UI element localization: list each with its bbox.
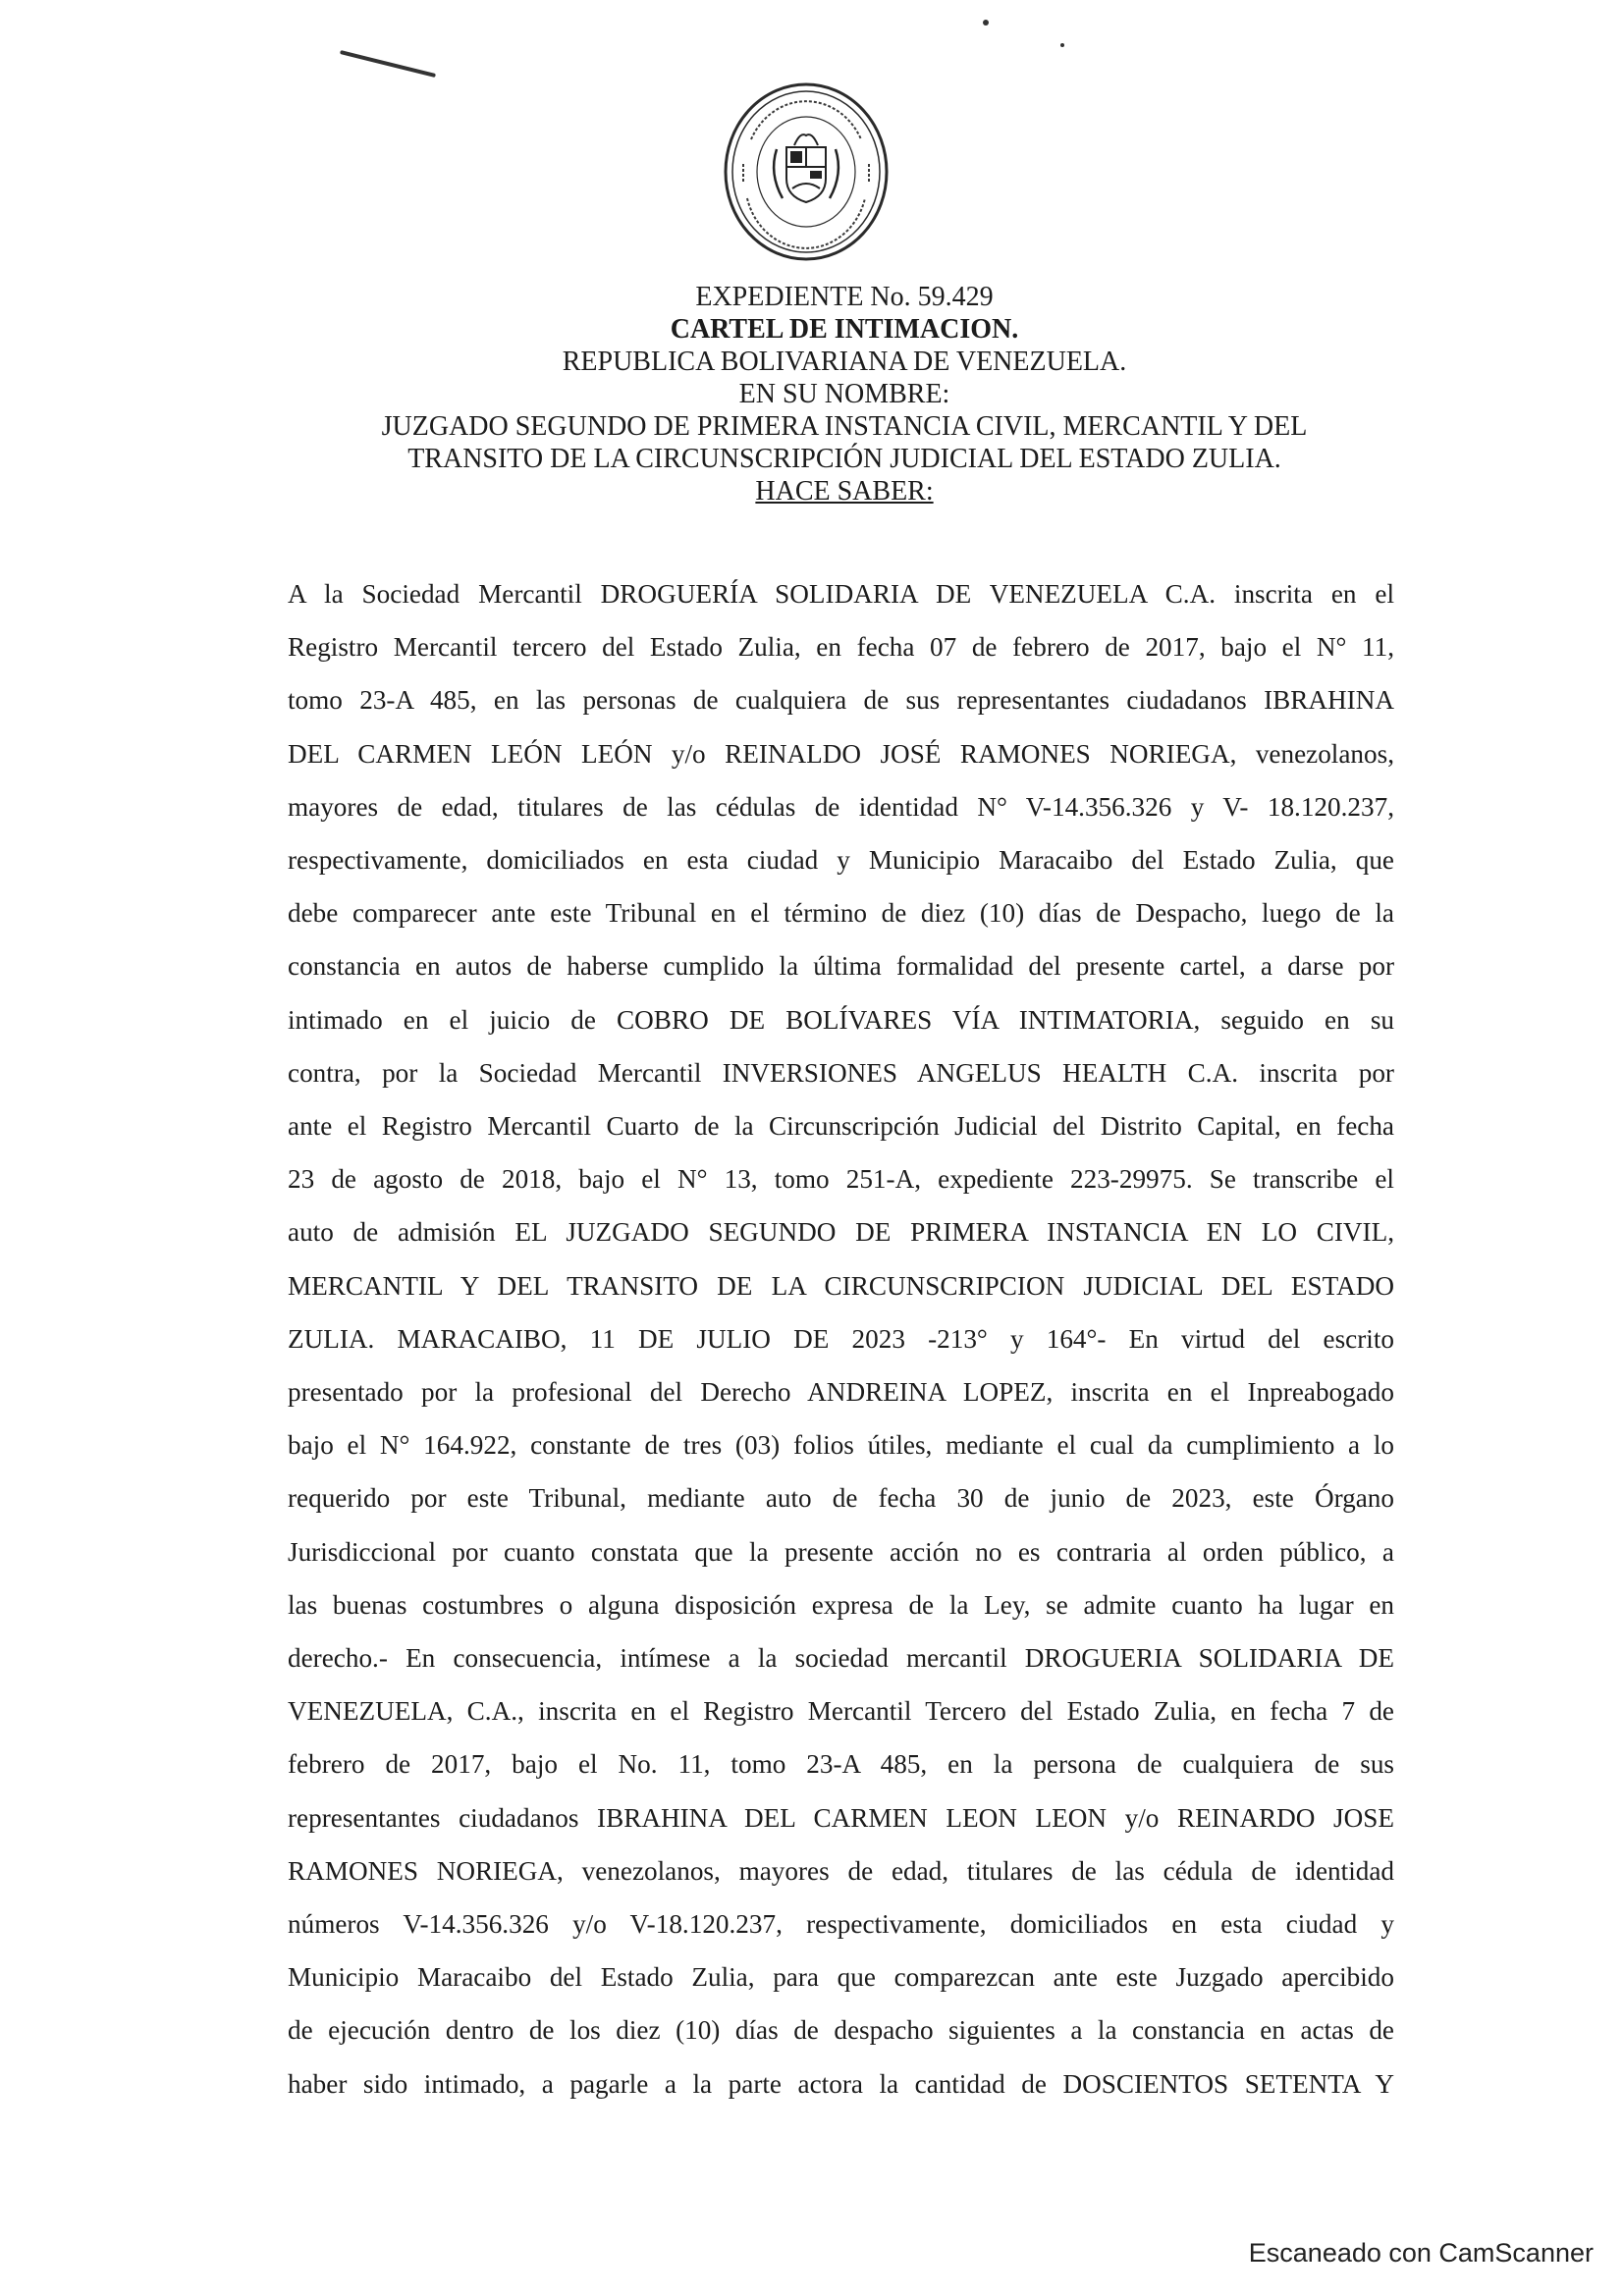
body-line: febrero de 2017, bajo el No. 11, tomo 23-A 485, en la persona de cualquiera de sus — [288, 1749, 1394, 1780]
court-name-line-1: JUZGADO SEGUNDO DE PRIMERA INSTANCIA CIVIL, MERCANTIL Y DEL — [381, 411, 1308, 442]
scan-speck — [1060, 43, 1064, 47]
body-line: Jurisdiccional por cuanto constata que la presente acción no es contraria al orden público, a — [288, 1536, 1394, 1567]
body-line: VENEZUELA, C.A., inscrita en el Registro Mercantil Tercero del Estado Zulia, en fecha 7 de — [288, 1696, 1394, 1727]
body-line: 23 de agosto de 2018, bajo el N° 13, tomo 251-A, expediente 223-29975. Se transcribe el — [288, 1164, 1394, 1195]
body-line: RAMONES NORIEGA, venezolanos, mayores de edad, titulares de las cédula de identidad — [288, 1855, 1394, 1886]
body-line: números V-14.356.326 y/o V-18.120.237, respectivamente, domiciliados en esta ciudad y — [288, 1909, 1394, 1940]
scan-smudge — [340, 50, 436, 78]
body-line: contra, por la Sociedad Mercantil INVERSIONES ANGELUS HEALTH C.A. inscrita por — [288, 1057, 1394, 1088]
body-line: tomo 23-A 485, en las personas de cualquiera de sus representantes ciudadanos IBRAHINA — [288, 685, 1394, 716]
body-line: ZULIA. MARACAIBO, 11 DE JULIO DE 2023 -213° y 164°- En virtud del escrito — [288, 1323, 1394, 1354]
body-line: MERCANTIL Y DEL TRANSITO DE LA CIRCUNSCRIPCION JUDICIAL DEL ESTADO — [288, 1270, 1394, 1301]
republic-line: REPUBLICA BOLIVARIANA DE VENEZUELA. — [562, 347, 1127, 377]
body-line: A la Sociedad Mercantil DROGUERÍA SOLIDARIA DE VENEZUELA C.A. inscrita en el — [288, 579, 1394, 609]
court-name-line-2: TRANSITO DE LA CIRCUNSCRIPCIÓN JUDICIAL DEL ESTADO ZULIA. — [407, 444, 1281, 474]
document-title: CARTEL DE INTIMACION. — [670, 314, 1019, 345]
body-line: haber sido intimado, a pagarle a la parte actora la cantidad de DOSCIENTOS SETENTA Y — [288, 2068, 1394, 2099]
court-seal — [722, 80, 891, 263]
en-su-nombre-line: EN SU NOMBRE: — [738, 379, 950, 409]
body-line: ante el Registro Mercantil Cuarto de la Circunscripción Judicial del Distrito Capital, en fecha — [288, 1111, 1394, 1142]
body-line: presentado por la profesional del Derecho ANDREINA LOPEZ, inscrita en el Inpreabogado — [288, 1377, 1394, 1408]
expediente-number: EXPEDIENTE No. 59.429 — [695, 282, 994, 312]
scan-speck — [983, 20, 989, 26]
body-line: mayores de edad, titulares de las cédulas de identidad N° V-14.356.326 y V- 18.120.237, — [288, 791, 1394, 822]
hace-saber-heading: HACE SABER: — [755, 476, 934, 507]
body-line: debe comparecer ante este Tribunal en el término de diez (10) días de Despacho, luego de la — [288, 898, 1394, 929]
body-line: bajo el N° 164.922, constante de tres (03) folios útiles, mediante el cual da cumplimiento a lo — [288, 1430, 1394, 1461]
body-line: requerido por este Tribunal, mediante auto de fecha 30 de junio de 2023, este Órgano — [288, 1483, 1394, 1514]
body-line: auto de admisión EL JUZGADO SEGUNDO DE PRIMERA INSTANCIA EN LO CIVIL, — [288, 1217, 1394, 1248]
body-line: constancia en autos de haberse cumplido la última formalidad del presente cartel, a darse por — [288, 951, 1394, 982]
body-line: representantes ciudadanos IBRAHINA DEL CARMEN LEON LEON y/o REINARDO JOSE — [288, 1802, 1394, 1833]
body-line: Municipio Maracaibo del Estado Zulia, para que comparezcan ante este Juzgado apercibido — [288, 1962, 1394, 1993]
body-line: las buenas costumbres o alguna disposición expresa de la Ley, se admite cuanto ha lugar en — [288, 1589, 1394, 1620]
body-line: respectivamente, domiciliados en esta ciudad y Municipio Maracaibo del Estado Zulia, que — [288, 845, 1394, 876]
body-line: DEL CARMEN LEÓN LEÓN y/o REINALDO JOSÉ RAMONES NORIEGA, venezolanos, — [288, 738, 1394, 769]
body-line: de ejecución dentro de los diez (10) días de despacho siguientes a la constancia en actas de — [288, 2015, 1394, 2046]
camscanner-watermark: Escaneado con CamScanner — [1248, 2238, 1594, 2268]
body-line: derecho.- En consecuencia, intímese a la sociedad mercantil DROGUERIA SOLIDARIA DE — [288, 1643, 1394, 1674]
document-header — [255, 281, 1434, 507]
body-line: Registro Mercantil tercero del Estado Zulia, en fecha 07 de febrero de 2017, bajo el N° 11, — [288, 632, 1394, 663]
document-body — [288, 567, 1394, 2110]
body-line: intimado en el juicio de COBRO DE BOLÍVARES VÍA INTIMATORIA, seguido en su — [288, 1004, 1394, 1035]
